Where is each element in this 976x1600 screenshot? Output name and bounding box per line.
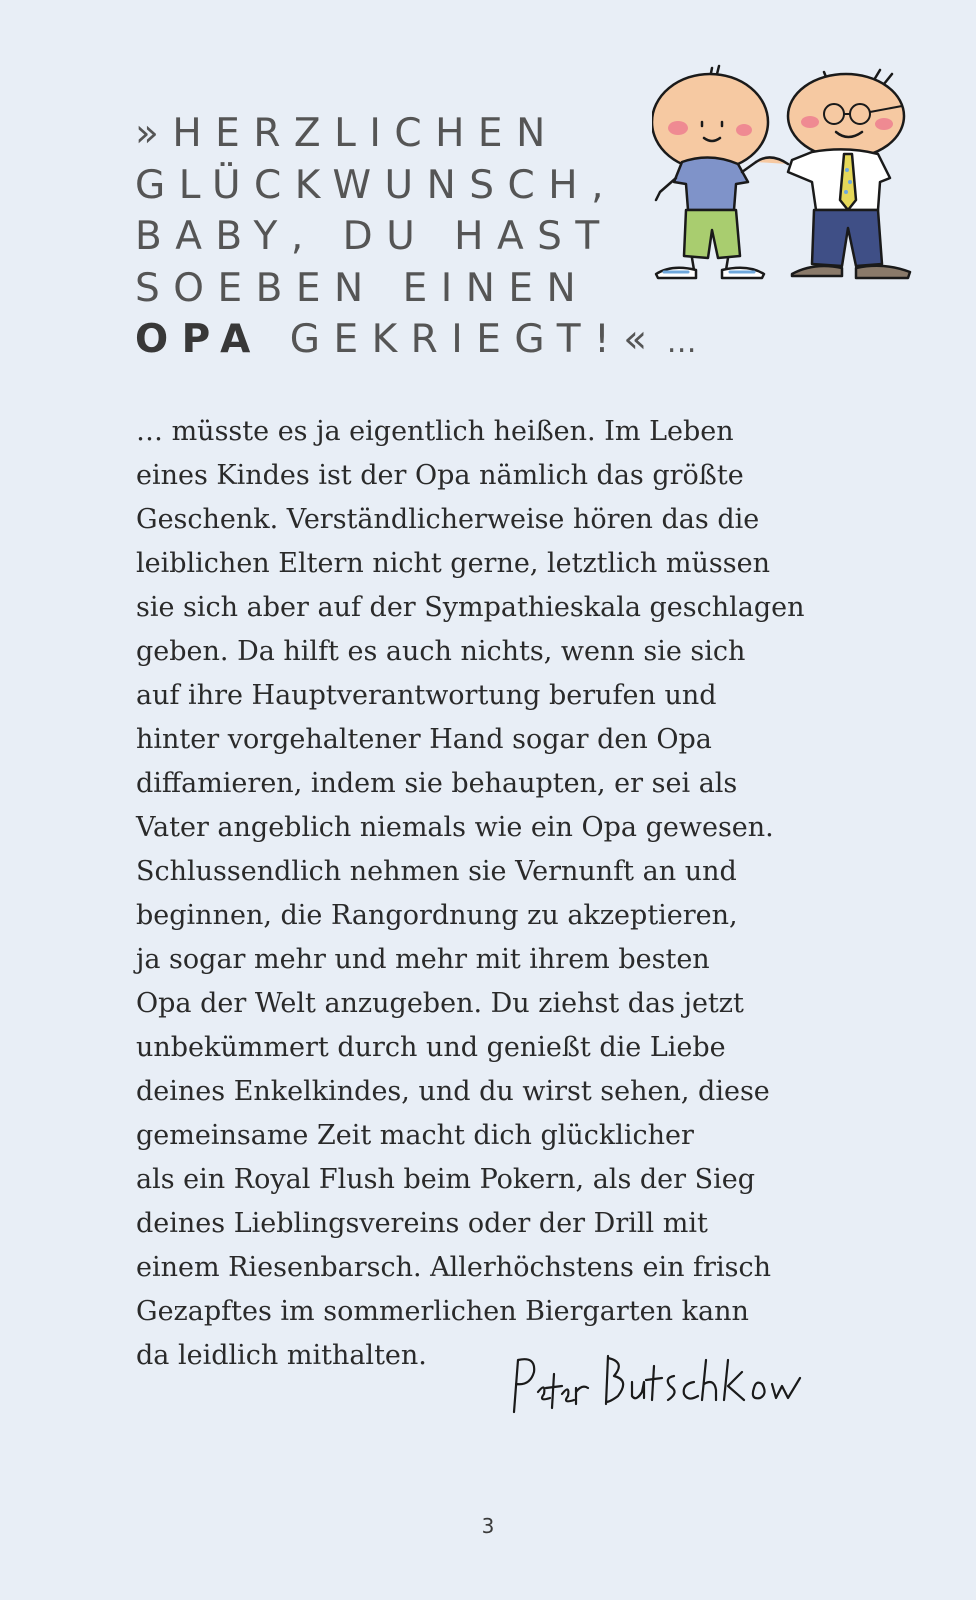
heading-ellipsis: … <box>666 325 699 360</box>
author-signature <box>510 1352 810 1422</box>
body-line: beginnen, die Rangordnung zu akzeptieren, <box>136 900 738 931</box>
body-line: … müsste es ja eigentlich heißen. Im Leben <box>136 416 734 447</box>
body-line: als ein Royal Flush beim Pokern, als der Sieg <box>136 1164 756 1195</box>
boy-figure <box>652 66 768 278</box>
body-line: deines Lieblingsvereins oder der Drill mit <box>136 1208 708 1239</box>
heading-line-1: »HERZLICHEN <box>135 111 559 156</box>
body-line: sie sich aber auf der Sympathieskala geschlagen <box>136 592 805 623</box>
body-line: diffamieren, indem sie behaupten, er sei als <box>136 768 738 799</box>
heading-line-2: GLÜCKWUNSCH, <box>135 162 617 208</box>
heading-line-5 <box>135 314 699 369</box>
heading-line-5-rest: GEKRIEGT!« <box>263 317 661 362</box>
body-line: Opa der Welt anzugeben. Du ziehst das jetzt <box>136 988 744 1019</box>
heading-opa-emphasis: OPA <box>135 317 264 362</box>
body-line: Vater angeblich niemals wie ein Opa gewesen. <box>136 812 774 843</box>
boy-and-grandpa-illustration <box>652 60 924 285</box>
page-heading <box>135 108 699 369</box>
body-line: hinter vorgehaltener Hand sogar den Opa <box>136 724 712 755</box>
heading-line-3: BABY, DU HAST <box>135 214 613 259</box>
body-line: Schlussendlich nehmen sie Vernunft an und <box>136 856 737 887</box>
body-line: auf ihre Hauptverantwortung berufen und <box>136 680 717 711</box>
body-line: eines Kindes ist der Opa nämlich das größte <box>136 460 744 491</box>
page-number: 3 <box>481 1514 495 1538</box>
heading-line-4: SOEBEN EINEN <box>135 265 590 311</box>
body-line: leiblichen Eltern nicht gerne, letztlich müssen <box>136 548 770 579</box>
body-line: da leidlich mithalten. <box>136 1340 427 1371</box>
body-line: Geschenk. Verständlicherweise hören das die <box>136 504 760 535</box>
body-line: Gezapftes im sommerlichen Biergarten kann <box>136 1296 749 1327</box>
body-line: ja sogar mehr und mehr mit ihrem besten <box>136 944 710 975</box>
body-line: unbekümmert durch und genießt die Liebe <box>136 1032 726 1063</box>
body-line: geben. Da hilft es auch nichts, wenn sie sich <box>136 636 746 667</box>
body-line: einem Riesenbarsch. Allerhöchstens ein frisch <box>136 1252 771 1283</box>
grandpa-figure <box>756 70 910 278</box>
body-line: gemeinsame Zeit macht dich glücklicher <box>136 1120 694 1151</box>
body-line: deines Enkelkindes, und du wirst sehen, diese <box>136 1076 770 1107</box>
body-paragraph <box>136 410 836 1378</box>
